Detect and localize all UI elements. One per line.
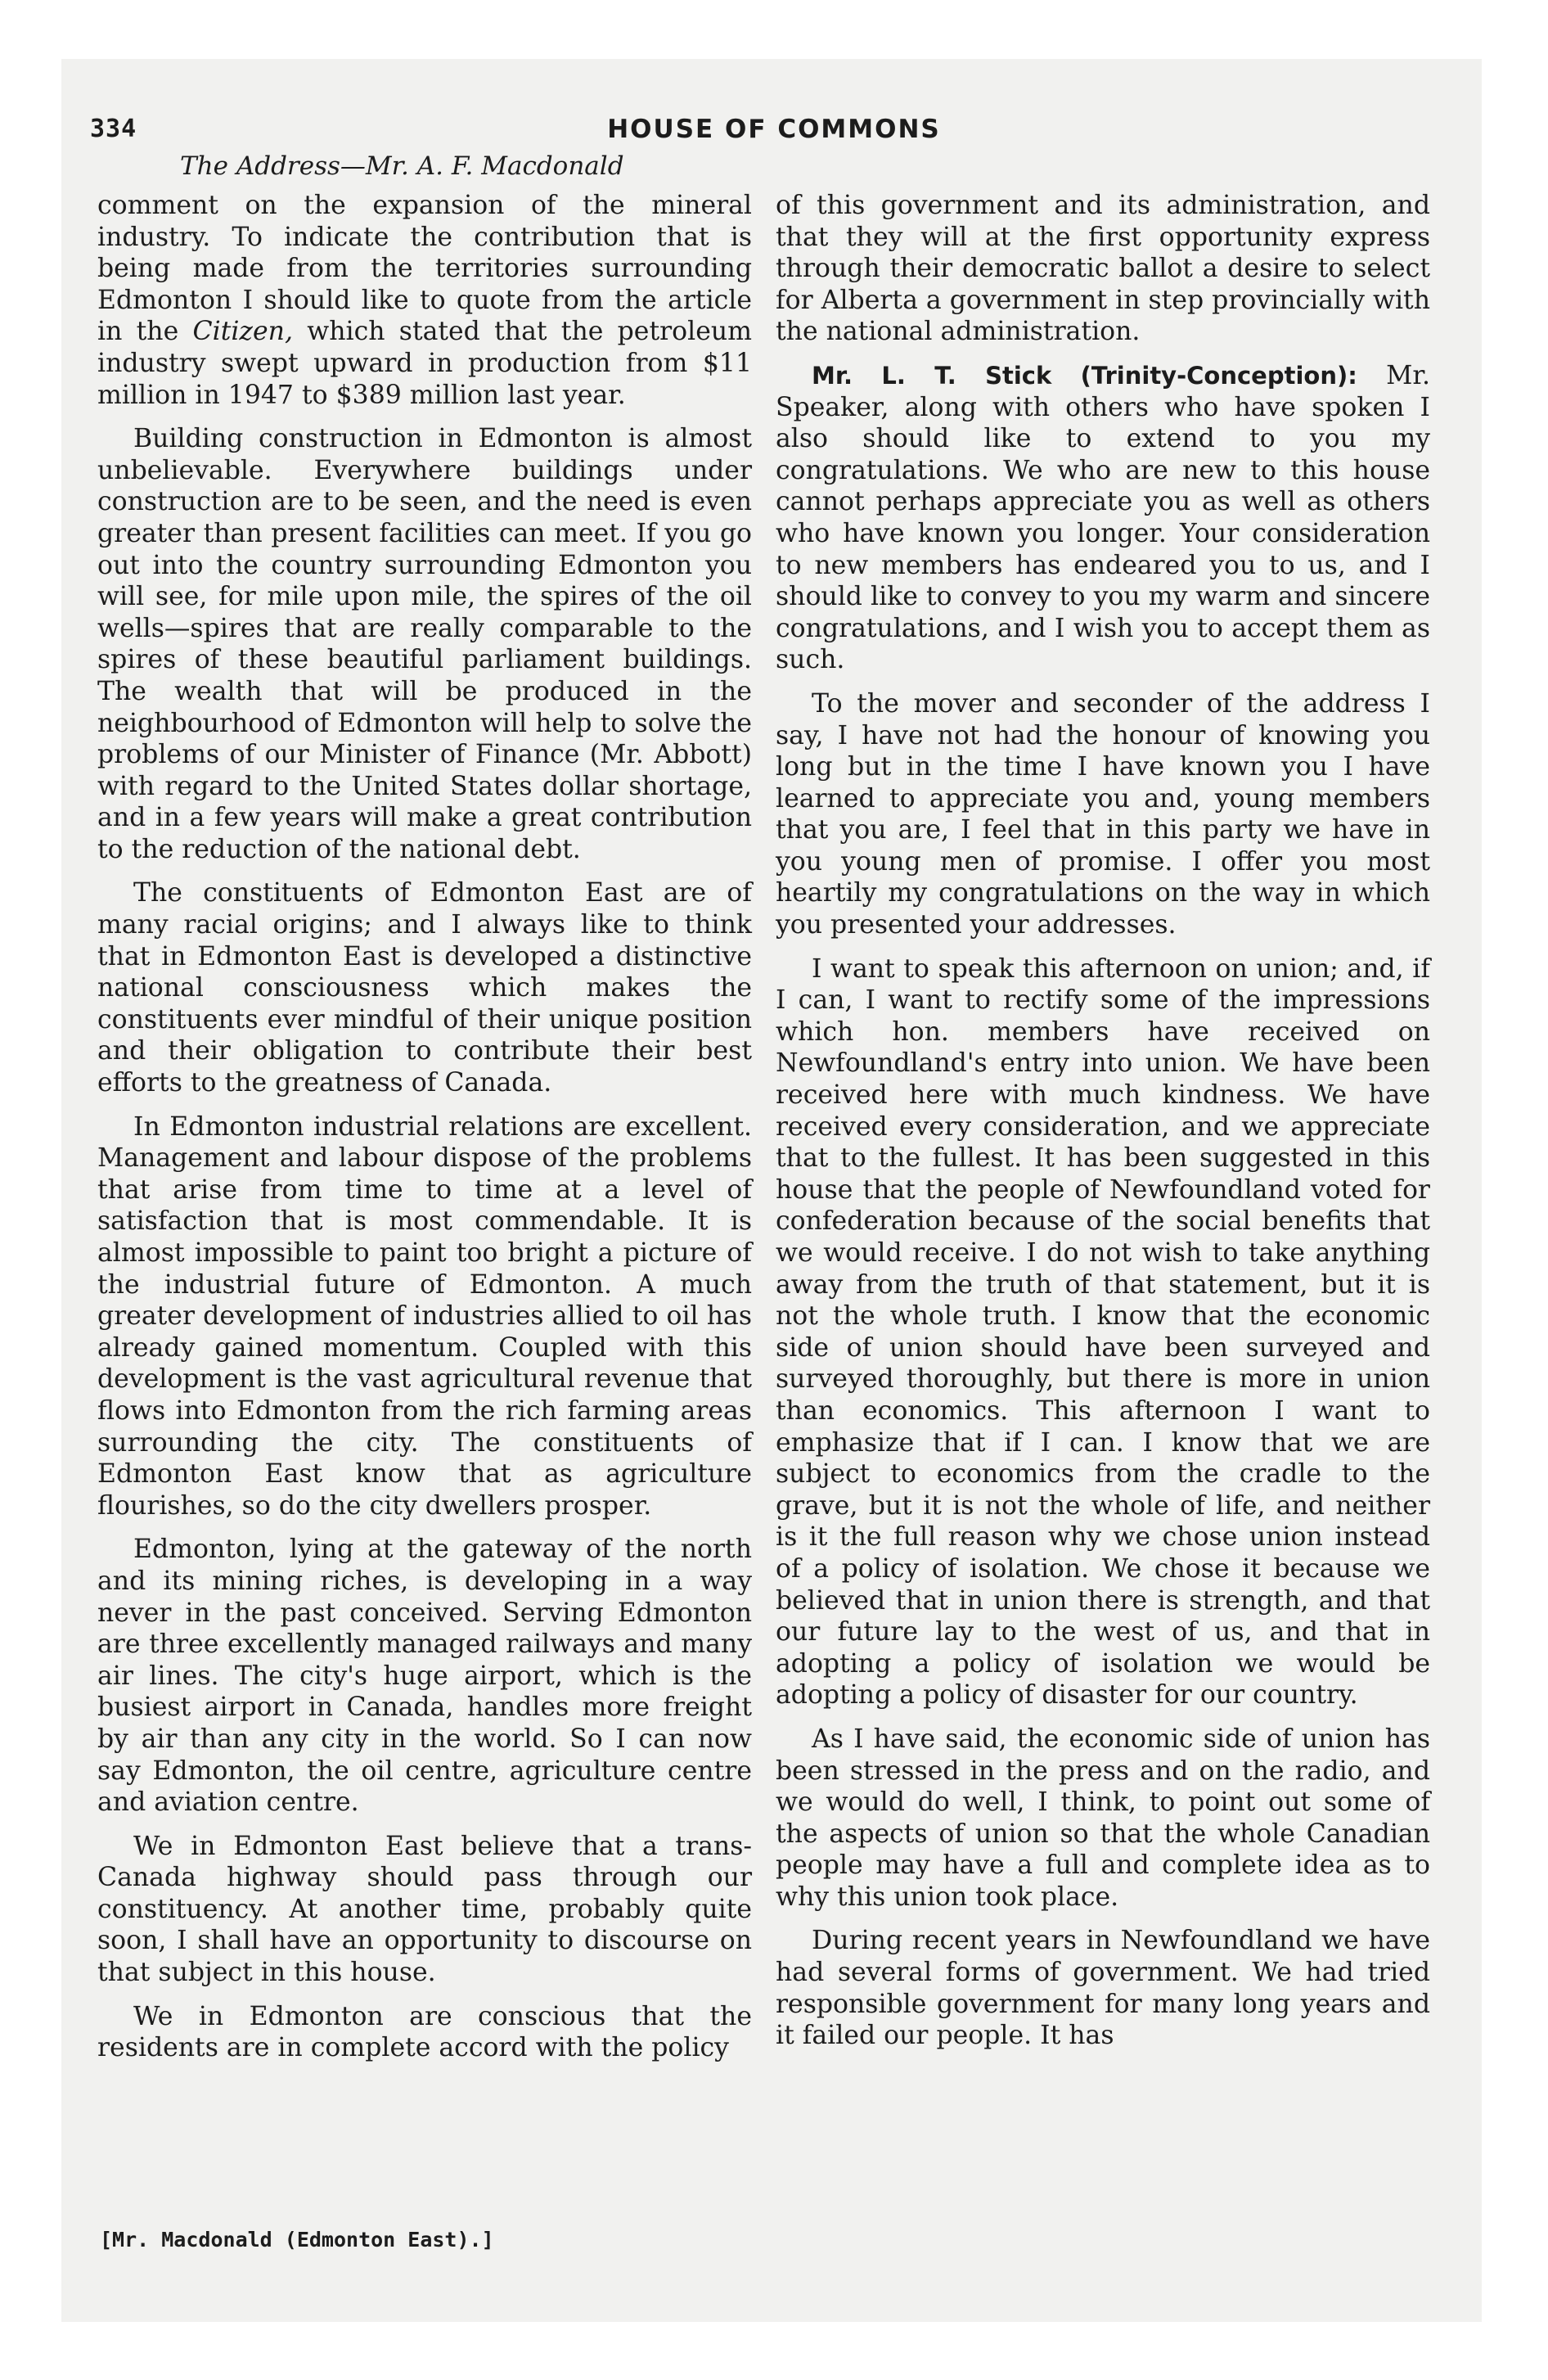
paragraph: Edmonton, lying at the gateway of the north and its mining riches, is developing in a way never in the past conceived. Serving Edmonton are three excellently managed railways and many air lines. The city's huge airport, which is the busiest airport in Canada, handles more freight by air than any city in the world. So I can now say Edmonton, the oil centre, agriculture centre and aviation centre. [97,1535,752,1818]
paragraph: In Edmonton industrial relations are excellent. Management and labour dispose of the problems that arise from time to time at a level of satisfaction that is most commendable. It is almost impossible to paint too bright a picture of the industrial future of Edmonton. A much greater development of industries allied to oil has already gained momentum. Coupled with this development is the vast agricultural revenue that flows into Edmonton from the rich farming areas surrounding the city. The constituents of Edmonton East know that as agriculture flourishes, so do the city dwellers prosper. [97,1111,752,1521]
paragraph: of this government and its administration, and that they will at the first opportunity express through their democratic ballot a desire to select for Alberta a government in step provincially with the national administration. [776,191,1430,347]
left-column [97,190,752,2076]
page-number: 334 [90,115,137,143]
paragraph: As I have said, the economic side of union has been stressed in the press and on the radio, and we would do well, I think, to point out some of the aspects of union so that the whole Canadian people may have a full and complete idea as to why this union took place. [776,1724,1430,1912]
paragraph: I want to speak this afternoon on union; and, if I can, I want to rectify some of the impressions which hon. members have received on Newfoundland's entry into union. We have been received here with much kindness. We have received every consideration, and we appreciate that to the fullest. It has been suggested in this house that the people of Newfoundland voted for confederation because of the social benefits that we would receive. I do not wish to take anything away from the truth of that statement, but it is not the whole truth. I know that the economic side of union should have been surveyed and surveyed thoroughly, but there is more in union than economics. This afternoon I want to emphasize that if I can. I know that we are subject to economics from the cradle to the grave, but it is not the whole of life, and neither is it the full reason why we chose union instead of a policy of isolation. We chose it because we believed that in union there is strength, and that our future lay to the west of us, and that in adopting a policy of isolation we would be adopting a policy of disaster for our country. [776,953,1430,1711]
paragraph [97,190,752,411]
paragraph-text: Mr. Speaker, along with others who have spoken I also should like to extend to you my congratulations. We who are new to this house cannot perhaps appreciate you as well as others who have known you longer. Your consideration to new members has endeared you to us, and I should like to convey to you my warm and sincere congratulations, and I wish you to accept them as such. [776,360,1430,675]
paragraph: We in Edmonton East believe that a trans-Canada highway should pass through our constituency. At another time, probably quite soon, I shall have an opportunity to discourse on that subject in this house. [97,1831,752,1988]
right-column [776,190,1430,2064]
speaker-name: Mr. L. T. Stick (Trinity-Conception): [812,361,1357,390]
paragraph [776,360,1430,676]
subtitle: The Address—Mr. A. F. Macdonald [180,151,624,181]
footer-speaker-reference: [Mr. Macdonald (Edmonton East).] [100,2228,494,2252]
paragraph: We in Edmonton are conscious that the residents are in complete accord with the policy [97,2001,752,2063]
paragraph-text: which stated that the petroleum industry swept upward in production from $11 million in 1947 to $389 million last year. [97,317,753,410]
paragraph: During recent years in Newfoundland we have had several forms of government. We had tried responsible government for many long years and it failed our people. It has [776,1926,1430,2051]
paragraph: To the mover and seconder of the address I say, I have not had the honour of knowing you long but in the time I have known you I have learned to appreciate you and, young members that you are, I feel that in this party we have in you young men of promise. I offer you most heartily my congratulations on the way in which you presented your addresses. [776,688,1430,940]
newspaper-title: Citizen, [192,317,293,347]
running-title: HOUSE OF COMMONS [607,115,941,144]
paragraph: The constituents of Edmonton East are of many racial origins; and I always like to think that in Edmonton East is developed a distinctive national consciousness which makes the constituents ever mindful of their unique position and their obligation to contribute their best efforts to the greatness of Canada. [97,878,752,1098]
paragraph: Building construction in Edmonton is almost unbelievable. Everywhere buildings under construction are to be seen, and the need is even greater than present facilities can meet. If you go out into the country surrounding Edmonton you will see, for mile upon mile, the spires of the oil wells—spires that are really comparable to the spires of these beautiful parliament buildings. The wealth that will be produced in the neighbourhood of Edmonton will help to solve the problems of our Minister of Finance (Mr. Abbott) with regard to the United States dollar shortage, and in a few years will make a great contribution to the reduction of the national debt. [97,424,752,864]
paragraph-text: comment on the expansion of the mineral industry. To indicate the contribution that is being made from the territories surrounding Edmonton I should like to quote from the article in the [97,191,752,347]
